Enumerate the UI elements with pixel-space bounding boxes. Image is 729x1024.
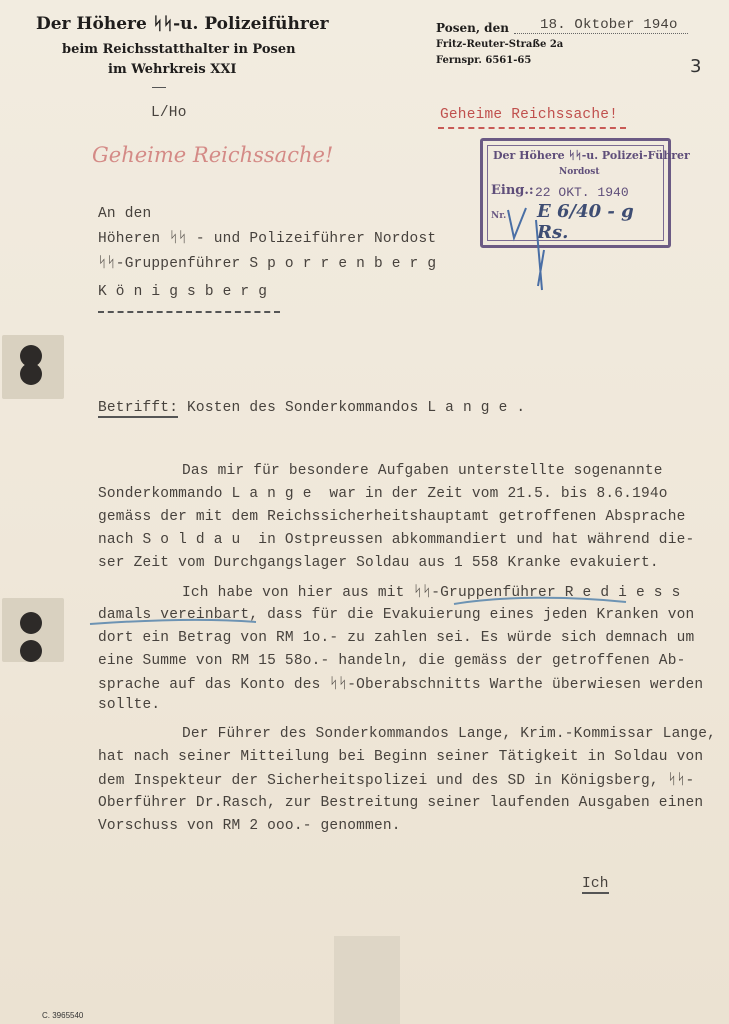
punch-hole-bottom (2, 598, 64, 662)
blue-pencil-overline (450, 590, 630, 610)
reference-code: L/Ho (151, 105, 187, 121)
body-p1-line-1: Das mir für besondere Aufgaben unterstellte sogenannte (182, 463, 663, 479)
address-line-3: ᛋᛋ-Gruppenführer S p o r r e n b e r g (98, 256, 437, 272)
received-stamp-title: Der Höhere ᛋᛋ-u. Polizei-Führer (493, 149, 690, 162)
date-field: 18. Oktober 194o (514, 17, 688, 34)
phone-number: Fernspr. 6561-65 (436, 55, 532, 66)
received-stamp-label: Eing.: (491, 183, 534, 198)
classification-stamp-red: Geheime Reichssache! (92, 143, 334, 167)
subject-text: Kosten des Sonderkommandos L a n g e . (187, 400, 526, 416)
letterhead-rule (152, 87, 166, 88)
body-p3-line-5: Vorschuss von RM 2 ooo.- genommen. (98, 818, 401, 834)
punch-hole-top (2, 335, 64, 399)
body-p2-line-3: dort ein Betrag von RM 1o.- zu zahlen sei. Es würde sich demnach um (98, 630, 695, 646)
body-p2-line-5: sprache auf das Konto des ᛋᛋ-Oberabschnitts Warthe überwiesen werden (98, 677, 704, 693)
archive-number: C. 3965540 (42, 1011, 84, 1020)
letterhead-line-1: Der Höhere ᛋᛋ-u. Polizeiführer (36, 14, 329, 34)
received-stamp-no: Nr. (491, 211, 507, 221)
street-address: Fritz-Reuter-Straße 2a (436, 39, 564, 50)
blue-pencil-underline (86, 598, 386, 634)
body-p2-line-2: damals vereinbart, dass für die Evakuierung eines jeden Kranken von (98, 607, 695, 623)
address-line-4: K ö n i g s b e r g (98, 284, 268, 300)
subject-label: Betrifft: (98, 400, 179, 416)
body-p1-line-2: Sonderkommando L a n g e war in der Zeit vom 21.5. bis 8.6.194o (98, 486, 668, 502)
body-p1-line-5: ser Zeit vom Durchgangslager Soldau aus 1 558 Kranke evakuiert. (98, 555, 659, 571)
address-line-2: Höheren ᛋᛋ - und Polizeiführer Nordost (98, 231, 437, 247)
address-underline (98, 311, 280, 313)
body-p3-line-3: dem Inspekteur der Sicherheitspolizei und des SD in Königsberg, ᛋᛋ- (98, 773, 695, 789)
body-p1-line-4: nach S o l d a u in Ostpreussen abkommandiert und hat während die- (98, 532, 695, 548)
tape-strip (334, 936, 400, 1024)
classification-typed: Geheime Reichssache! (440, 107, 619, 123)
body-p3-line-2: hat nach seiner Mitteilung bei Beginn seiner Tätigkeit in Soldau von (98, 749, 704, 765)
signature-ich: Ich (582, 876, 609, 892)
body-p2-line-4: eine Summe von RM 15 58o.- handeln, die gemäss der getroffenen Ab- (98, 653, 686, 669)
received-stamp-region: Nordost (559, 167, 600, 177)
body-p1-line-3: gemäss der mit dem Reichssicherheitshauptamt getroffenen Absprache (98, 509, 686, 525)
pen-scribble-icon (490, 190, 570, 300)
classification-underline (438, 127, 626, 129)
body-p2-line-1: Ich habe von hier aus mit ᛋᛋ-Gruppenführer R e d i e s s (182, 585, 681, 601)
subject-line (98, 400, 525, 416)
body-p2-line-6: sollte. (98, 697, 161, 713)
letterhead-line-3: im Wehrkreis XXI (108, 62, 237, 77)
received-stamp-date: 22 OKT. 1940 (535, 185, 629, 200)
letterhead-line-2: beim Reichsstatthalter in Posen (62, 42, 296, 57)
handwritten-filing-note: E 6/40 - g Rs. (537, 201, 634, 243)
body-p3-line-4: Oberführer Dr.Rasch, zur Bestreitung seiner laufenden Ausgaben einen (98, 795, 704, 811)
place-label: Posen, den (436, 21, 509, 35)
address-line-1: An den (98, 206, 152, 222)
page-number: 3 (690, 56, 702, 77)
body-p3-line-1: Der Führer des Sonderkommandos Lange, Krim.-Kommissar Lange, (182, 726, 717, 742)
